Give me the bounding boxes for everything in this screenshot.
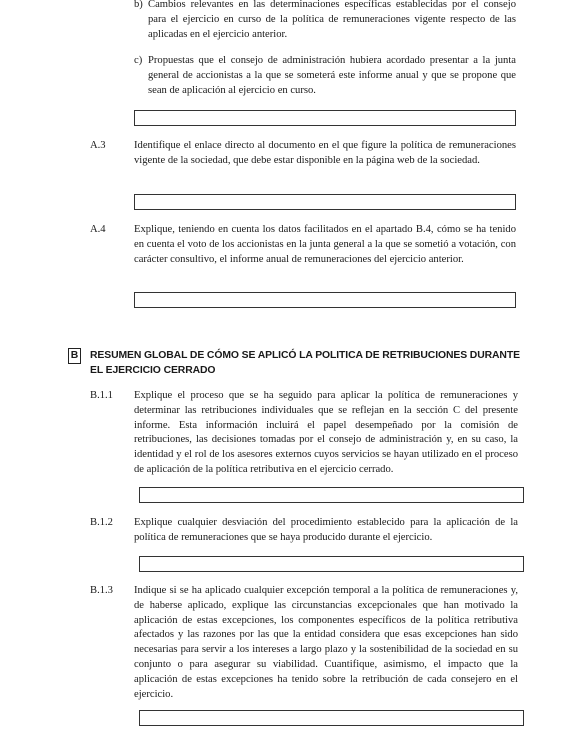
a3-number: A.3 bbox=[90, 140, 106, 151]
b13-answer-field[interactable] bbox=[139, 710, 524, 726]
b12-number: B.1.2 bbox=[90, 517, 113, 528]
item-c-text: Propuestas que el consejo de administración hubiera acordado presentar a la junta general de accionistas a la que se someterá este informe anual y que se propone que sean de aplicación al ejercicio en curso. bbox=[148, 55, 516, 96]
b11-answer-field[interactable] bbox=[139, 487, 524, 503]
b12-answer-field[interactable] bbox=[139, 556, 524, 572]
a3-text: Identifique el enlace directo al documento en el que figure la política de remuneraciones vigente de la sociedad, que debe estar disponible en la página web de la sociedad. bbox=[134, 140, 516, 166]
item-c-answer-field[interactable] bbox=[134, 110, 516, 126]
item-b-marker: b) bbox=[134, 0, 143, 10]
item-b-text: Cambios relevantes en las determinaciones específicas establecidas por el consejo para el ejercicio en curso de la política de remuneraciones vigente respecto de las aplicadas en el ejercicio anterior. bbox=[148, 0, 516, 40]
a4-text: Explique, teniendo en cuenta los datos facilitados en el apartado B.4, cómo se ha tenido en cuenta el voto de los accionistas en la junta general a la que se sometió a votación, con carácter consultivo, el informe anual de remuneraciones del ejercicio anterior. bbox=[134, 224, 516, 265]
b13-number: B.1.3 bbox=[90, 585, 113, 596]
a3-answer-field[interactable] bbox=[134, 194, 516, 210]
a4-answer-field[interactable] bbox=[134, 292, 516, 308]
section-b-letter: B bbox=[68, 348, 81, 364]
b13-text: Indique si se ha aplicado cualquier excepción temporal a la política de remuneraciones y, de haberse aplicado, explique las circunstancias excepcionales que han motivado la aplicación de estas excepciones, los componentes específicos de la política retributiva afectados y las razones por las que la entidad considera que esas excepciones han sido necesarias para servir a los intereses a largo plazo y la sostenibilidad de la sociedad en su conjunto o para asegurar su viabilidad. Cuantifique, asimismo, el impacto que la aplicación de estas excepciones ha tenido sobre la retribución de cada consejero en el ejercicio. bbox=[134, 585, 518, 700]
item-c-marker: c) bbox=[134, 55, 143, 66]
b11-text: Explique el proceso que se ha seguido para aplicar la política de remuneraciones y determinar las retribuciones individuales que se reflejan en la sección C del presente informe. Esta información incluirá el papel desempeñado por la comisión de retribuciones, las decisiones tomadas por el consejo de administración y, en su caso, la identidad y el rol de los asesores externos cuyos servicios se hayan utilizado en el proceso de aplicación de la política retributiva en el ejercicio cerrado. bbox=[134, 390, 518, 475]
b12-text: Explique cualquier desviación del procedimiento establecido para la aplicación de la política de remuneraciones que se haya producido durante el ejercicio. bbox=[134, 517, 518, 543]
a4-number: A.4 bbox=[90, 224, 106, 235]
section-b-title: RESUMEN GLOBAL DE CÓMO SE APLICÓ LA POLITICA DE RETRIBUCIONES DURANTE EL EJERCICIO CERRADO bbox=[90, 350, 520, 376]
b11-number: B.1.1 bbox=[90, 390, 113, 401]
